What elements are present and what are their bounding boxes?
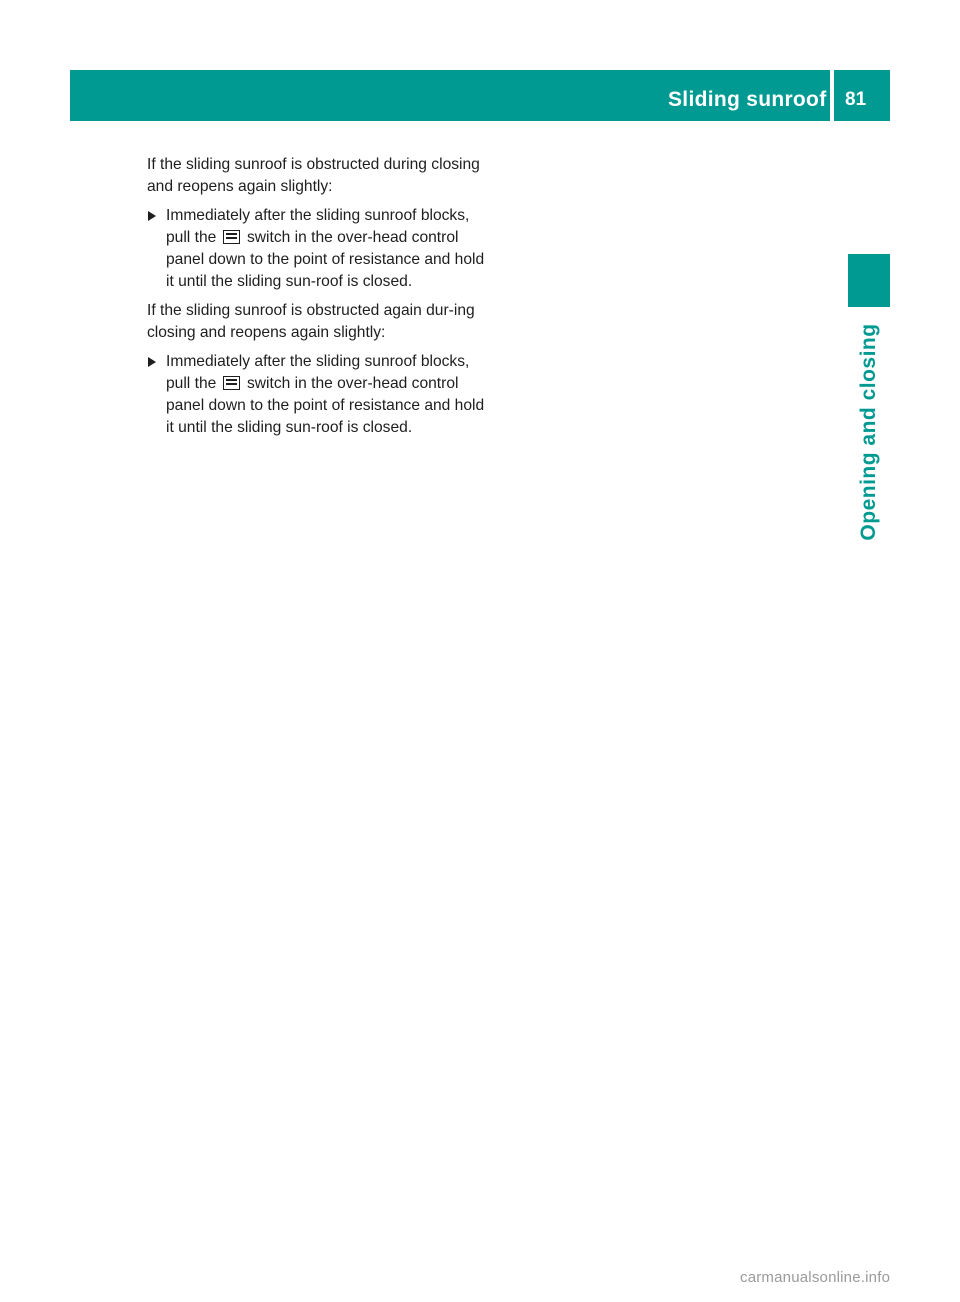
section-2-step [147, 351, 487, 439]
section-1-step [147, 205, 487, 293]
section-2-intro: If the sliding sunroof is obstructed again dur-ing closing and reopens again slightly: [147, 302, 475, 341]
watermark: carmanualsonline.info [740, 1269, 891, 1286]
section-1-intro: If the sliding sunroof is obstructed during closing and reopens again slightly: [147, 156, 480, 195]
sunroof-switch-icon [223, 230, 240, 244]
sunroof-switch-icon [223, 376, 240, 390]
side-tab [848, 316, 890, 548]
content-column [147, 154, 487, 446]
step-text-after-icon: switch in the over-head control panel down to the point of resistance and hold it until the sliding sun-roof is closed. [166, 375, 485, 436]
side-tab-marker [848, 254, 890, 307]
header-divider [830, 70, 834, 121]
step-text-after-icon: switch in the over-head control panel down to the point of resistance and hold it until the sliding sun-roof is closed. [166, 229, 485, 290]
side-tab-label: Opening and closing [857, 323, 880, 541]
step-arrow-icon [148, 211, 156, 221]
page-number: 81 [845, 89, 867, 110]
step-arrow-icon [148, 357, 156, 367]
step-text-before-icon: Immediately after the sliding sunroof blocks, pull the [166, 353, 470, 392]
step-text-before-icon: Immediately after the sliding sunroof blocks, pull the [166, 207, 470, 246]
page-title: Sliding sunroof [668, 88, 827, 111]
